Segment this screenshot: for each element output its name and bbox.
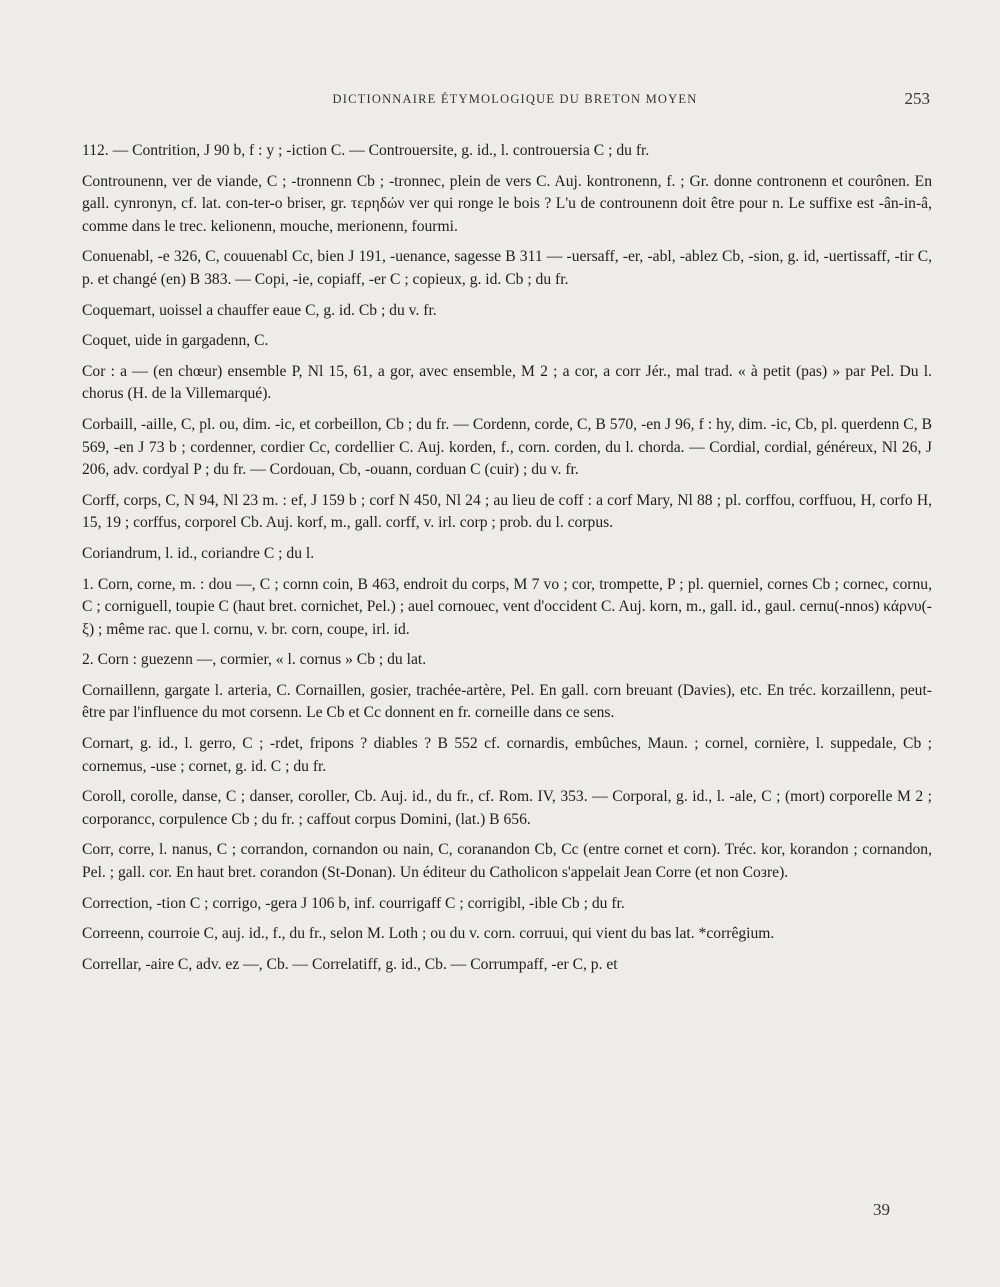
running-title: DICTIONNAIRE ÉTYMOLOGIQUE DU BRETON MOYEN: [332, 92, 698, 106]
entry-coquet: Coquet, uide in gargadenn, C.: [82, 332, 269, 350]
entry-controunenn: Controunenn, ver de viande, C ; -tronnenn Cb ; -tronnec, plein de vers C. Auj. kontronenn, f. ; Gr. donne contronenn et courônen. En gall. cynronyn, cf. lat. con-ter-o briser, gr. τερηδών ver qui ronge le bois ? L'u de controunenn doit être pour n. Le suffixe est -ân-in-â, comme dans le trec. kelionenn, mouche, merionenn, fourmi.: [82, 172, 932, 235]
entry-corr: Corr, corre, l. nanus, C ; corrandon, cornandon ou nain, C, coranandon Cb, Cc (entre cornet et corn). Tréc. kor, korandon ; cornandon, Pel. ; gall. cor. En haut bret. corandon (St-Donan). Un éditeur du Catholicon s'appelait Jean Corre (et non Coзre).: [82, 841, 932, 882]
entry-cornaillenn: Cornaillenn, gargate l. arteria, C. Cornaillen, gosier, trachée-artère, Pel. En gall. corn breuant (Davies), etc. En tréc. korzaillenn, peut-être par l'influence du mot corsenn. Le Cb et Cc donnent en fr. corneille dans ce sens.: [82, 681, 932, 722]
entry-cornart: Cornart, g. id., l. gerro, C ; -rdet, fripons ? diables ? B 552 cf. cornardis, embûches, Maun. ; cornel, cornière, l. suppedale, Cb ; cornemus, -use ; cornet, g. id. C ; du fr.: [82, 735, 932, 775]
entry-conuenabl: Conuenabl, -e 326, C, couuenabl Cc, bien J 191, -uenance, sagesse B 311 — -uersaff, -er, -abl, -ablez Cb, -sion, g. id, -uertissaff, -tir C, p. et changé (en) B 383. — Copi, -ie, copiaff, -er C ; copieux, g. id. Cb ; du fr.: [82, 248, 932, 288]
page-number: 253: [904, 89, 930, 108]
entry-correenn: Correenn, courroie C, auj. id., f., du fr., selon M. Loth ; ou du v. corn. corruui, qui vient du bas lat. *corrêgium.: [82, 925, 775, 943]
entry-coquemart: Coquemart, uoissel a chauffer eaue C, g. id. Cb ; du v. fr.: [82, 301, 437, 319]
signature-number: 39: [873, 1200, 890, 1219]
entry-correction: Correction, -tion C ; corrigo, -gera J 106 b, inf. courrigaff C ; corrigibl, -ible Cb ; du fr.: [82, 894, 625, 912]
entry-corn-2: 2. Corn : guezenn —, cormier, « l. cornus » Cb ; du lat.: [82, 651, 427, 669]
entry-corff: Corff, corps, C, N 94, Nl 23 m. : ef, J 159 b ; corf N 450, Nl 24 ; au lieu de coff : a corf Mary, Nl 88 ; pl. corffou, corffuou, H, corfo H, 15, 19 ; corffus, corporel Cb. Auj. korf, m., gall. corff, v. irl. corp ; prob. du l. corpus.: [82, 491, 932, 532]
entry-corn-1: 1. Corn, corne, m. : dou —, C ; cornn coin, B 463, endroit du corps, M 7 vo ; cor, trompette, P ; pl. querniel, cornes Cb ; cornec, cornu, C ; corniguell, toupie C (haut bret. cornichet, Pel.) ; auel cornouec, vent d'occident C. Auj. korn, m., gall. id., gaul. cernu(-nnos) κάρνυ(-ξ) ; même rac. que l. cornu, v. br. corn, coupe, irl. id.: [82, 575, 932, 638]
entry-corbaill: Corbaill, -aille, C, pl. ou, dim. -ic, et corbeillon, Cb ; du fr. — Cordenn, corde, C, B 570, -en J 96, f : hy, dim. -ic, Cb, pl. querdenn C, B 569, -en J 73 b ; cordenner, cordier Cc, cordellier C. Auj. korden, f., corn. corden, du l. chorda. — Cordial, cordial, généreux, Nl 26, J 206, adv. cordyal P ; du fr. — Cordouan, Cb, -ouann, corduan C (cuir) ; du v. fr.: [82, 415, 932, 479]
dictionary-body: [82, 140, 932, 984]
entry-cor: Cor : a — (en chœur) ensemble P, Nl 15, 61, a gor, avec ensemble, M 2 ; a cor, a corr Jér., mal trad. « à petit (pas) » par Pel. Du l. chorus (H. de la Villemarqué).: [82, 362, 932, 403]
entry-coriandrum: Coriandrum, l. id., coriandre C ; du l.: [82, 544, 315, 562]
entry-coroll: Coroll, corolle, danse, C ; danser, coroller, Cb. Auj. id., du fr., cf. Rom. IV, 353. — Corporal, g. id., l. -ale, C ; (mort) corporelle M 2 ; corporancc, corpulence Cb ; du fr. ; caffout corpus Domini, (lat.) B 656.: [82, 788, 932, 828]
entry-correllar: Correllar, -aire C, adv. ez —, Cb. — Correlatiff, g. id., Cb. — Corrumpaff, -er C, p. et: [82, 955, 618, 973]
entry-contrition: 112. — Contrition, J 90 b, f : y ; -iction C. — Controuersite, g. id., l. controuersia C ; du fr.: [82, 142, 650, 159]
